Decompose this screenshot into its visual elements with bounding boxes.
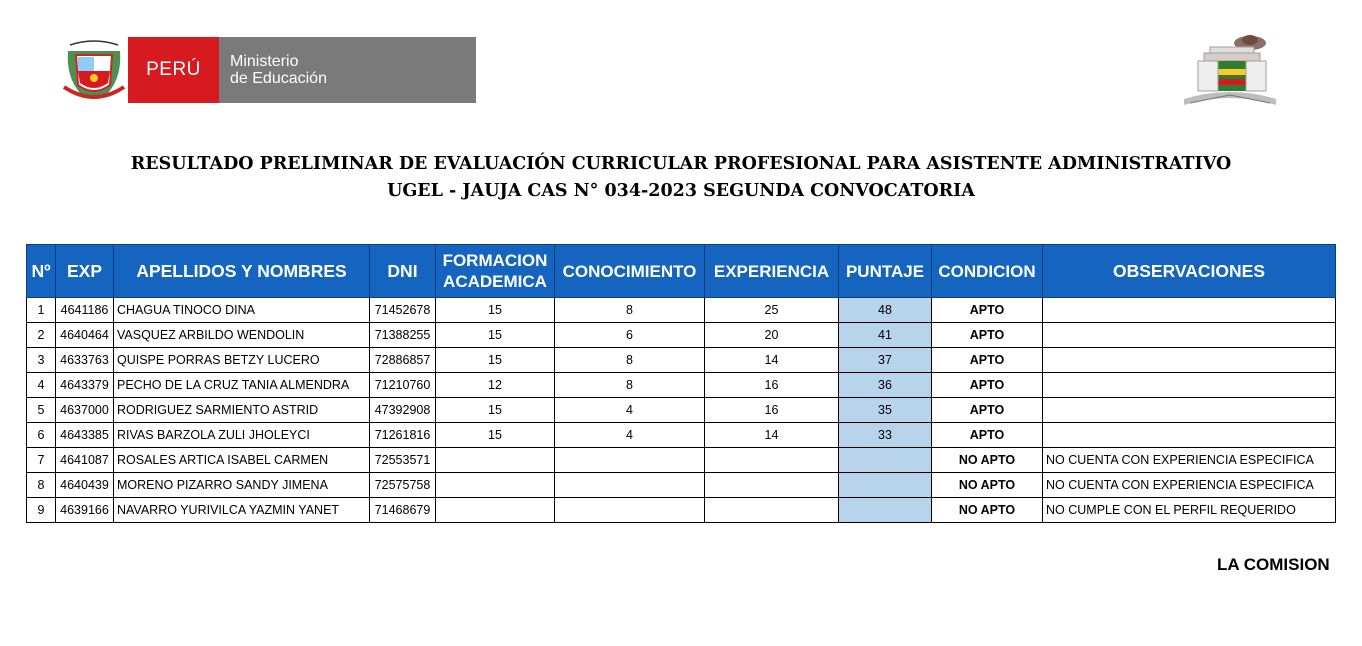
cell-observaciones bbox=[1043, 348, 1336, 373]
signature-label: LA COMISION bbox=[1217, 555, 1330, 574]
cell-experiencia: 14 bbox=[705, 348, 839, 373]
cell-observaciones: NO CUENTA CON EXPERIENCIA ESPECIFICA bbox=[1043, 448, 1336, 473]
peru-coat-of-arms-icon bbox=[60, 37, 128, 103]
cell-dni: 72886857 bbox=[370, 348, 436, 373]
ministry-line1: Ministerio bbox=[230, 53, 299, 70]
cell-experiencia: 25 bbox=[705, 298, 839, 323]
cell-nro: 5 bbox=[27, 398, 56, 423]
cell-puntaje: 37 bbox=[839, 348, 932, 373]
cell-formacion: 15 bbox=[436, 398, 555, 423]
cell-dni: 71261816 bbox=[370, 423, 436, 448]
cell-nombres: CHAGUA TINOCO DINA bbox=[114, 298, 370, 323]
col-header-conocimiento: CONOCIMIENTO bbox=[555, 245, 705, 298]
cell-observaciones bbox=[1043, 323, 1336, 348]
cell-experiencia bbox=[705, 473, 839, 498]
cell-experiencia: 16 bbox=[705, 373, 839, 398]
cell-observaciones: NO CUENTA CON EXPERIENCIA ESPECIFICA bbox=[1043, 473, 1336, 498]
cell-condicion: APTO bbox=[932, 373, 1043, 398]
peru-label: PERÚ bbox=[128, 37, 219, 103]
cell-formacion bbox=[436, 498, 555, 523]
ugel-jauja-logo-icon bbox=[1180, 33, 1280, 109]
cell-formacion: 15 bbox=[436, 348, 555, 373]
cell-exp: 4643385 bbox=[56, 423, 114, 448]
col-header-exp: EXP bbox=[56, 245, 114, 298]
cell-conocimiento: 8 bbox=[555, 348, 705, 373]
cell-nombres: RIVAS BARZOLA ZULI JHOLEYCI bbox=[114, 423, 370, 448]
cell-puntaje: 48 bbox=[839, 298, 932, 323]
cell-exp: 4643379 bbox=[56, 373, 114, 398]
cell-experiencia: 20 bbox=[705, 323, 839, 348]
cell-conocimiento: 4 bbox=[555, 423, 705, 448]
cell-dni: 72575758 bbox=[370, 473, 436, 498]
cell-conocimiento: 6 bbox=[555, 323, 705, 348]
cell-nro: 9 bbox=[27, 498, 56, 523]
cell-condicion: APTO bbox=[932, 423, 1043, 448]
cell-formacion: 12 bbox=[436, 373, 555, 398]
cell-observaciones: NO CUMPLE CON EL PERFIL REQUERIDO bbox=[1043, 498, 1336, 523]
cell-experiencia bbox=[705, 498, 839, 523]
cell-nro: 7 bbox=[27, 448, 56, 473]
cell-nro: 8 bbox=[27, 473, 56, 498]
ministry-line2: de Educación bbox=[230, 70, 327, 87]
cell-dni: 71468679 bbox=[370, 498, 436, 523]
table-row bbox=[27, 373, 1336, 398]
cell-experiencia: 16 bbox=[705, 398, 839, 423]
cell-observaciones bbox=[1043, 423, 1336, 448]
table-row bbox=[27, 348, 1336, 373]
table-row bbox=[27, 498, 1336, 523]
col-header-formacion bbox=[436, 245, 555, 298]
cell-nombres: RODRIGUEZ SARMIENTO ASTRID bbox=[114, 398, 370, 423]
cell-puntaje bbox=[839, 473, 932, 498]
col-header-nombres: APELLIDOS Y NOMBRES bbox=[114, 245, 370, 298]
cell-puntaje: 36 bbox=[839, 373, 932, 398]
cell-nombres: NAVARRO YURIVILCA YAZMIN YANET bbox=[114, 498, 370, 523]
ministry-label bbox=[219, 37, 476, 103]
table-row bbox=[27, 448, 1336, 473]
cell-nombres: MORENO PIZARRO SANDY JIMENA bbox=[114, 473, 370, 498]
cell-condicion: APTO bbox=[932, 398, 1043, 423]
table-row bbox=[27, 398, 1336, 423]
cell-formacion: 15 bbox=[436, 298, 555, 323]
header-logos bbox=[60, 37, 476, 103]
col-header-formacion-text: FORMACION ACADEMICA bbox=[442, 251, 548, 291]
cell-experiencia: 14 bbox=[705, 423, 839, 448]
cell-exp: 4641087 bbox=[56, 448, 114, 473]
cell-dni: 71210760 bbox=[370, 373, 436, 398]
col-header-experiencia: EXPERIENCIA bbox=[705, 245, 839, 298]
cell-nro: 4 bbox=[27, 373, 56, 398]
cell-conocimiento: 8 bbox=[555, 373, 705, 398]
cell-exp: 4640464 bbox=[56, 323, 114, 348]
cell-puntaje: 33 bbox=[839, 423, 932, 448]
table-row bbox=[27, 473, 1336, 498]
cell-exp: 4640439 bbox=[56, 473, 114, 498]
cell-nombres: QUISPE PORRAS BETZY LUCERO bbox=[114, 348, 370, 373]
cell-condicion: APTO bbox=[932, 323, 1043, 348]
results-table bbox=[26, 244, 1336, 523]
cell-condicion: NO APTO bbox=[932, 448, 1043, 473]
cell-nombres: VASQUEZ ARBILDO WENDOLIN bbox=[114, 323, 370, 348]
table-row bbox=[27, 423, 1336, 448]
document-subtitle: UGEL - JAUJA CAS N° 034-2023 SEGUNDA CONVOCATORIA bbox=[387, 181, 975, 201]
cell-nro: 3 bbox=[27, 348, 56, 373]
cell-puntaje: 41 bbox=[839, 323, 932, 348]
cell-dni: 71452678 bbox=[370, 298, 436, 323]
cell-exp: 4641186 bbox=[56, 298, 114, 323]
cell-puntaje: 35 bbox=[839, 398, 932, 423]
cell-condicion: APTO bbox=[932, 298, 1043, 323]
cell-condicion: APTO bbox=[932, 348, 1043, 373]
table-header-row bbox=[27, 245, 1336, 298]
cell-conocimiento bbox=[555, 473, 705, 498]
cell-dni: 47392908 bbox=[370, 398, 436, 423]
cell-puntaje bbox=[839, 498, 932, 523]
table-row bbox=[27, 298, 1336, 323]
cell-formacion bbox=[436, 448, 555, 473]
cell-nombres: PECHO DE LA CRUZ TANIA ALMENDRA bbox=[114, 373, 370, 398]
cell-conocimiento bbox=[555, 498, 705, 523]
col-header-observaciones: OBSERVACIONES bbox=[1043, 245, 1336, 298]
cell-experiencia bbox=[705, 448, 839, 473]
cell-dni: 72553571 bbox=[370, 448, 436, 473]
cell-observaciones bbox=[1043, 298, 1336, 323]
cell-formacion: 15 bbox=[436, 423, 555, 448]
col-header-condicion: CONDICION bbox=[932, 245, 1043, 298]
cell-dni: 71388255 bbox=[370, 323, 436, 348]
cell-observaciones bbox=[1043, 398, 1336, 423]
cell-formacion: 15 bbox=[436, 323, 555, 348]
cell-exp: 4639166 bbox=[56, 498, 114, 523]
cell-observaciones bbox=[1043, 373, 1336, 398]
cell-formacion bbox=[436, 473, 555, 498]
cell-conocimiento: 8 bbox=[555, 298, 705, 323]
cell-puntaje bbox=[839, 448, 932, 473]
cell-nro: 2 bbox=[27, 323, 56, 348]
cell-conocimiento bbox=[555, 448, 705, 473]
cell-nro: 6 bbox=[27, 423, 56, 448]
col-header-nro: Nº bbox=[27, 245, 56, 298]
table-row bbox=[27, 323, 1336, 348]
cell-conocimiento: 4 bbox=[555, 398, 705, 423]
col-header-dni: DNI bbox=[370, 245, 436, 298]
cell-condicion: NO APTO bbox=[932, 473, 1043, 498]
cell-exp: 4637000 bbox=[56, 398, 114, 423]
cell-exp: 4633763 bbox=[56, 348, 114, 373]
col-header-puntaje: PUNTAJE bbox=[839, 245, 932, 298]
cell-nro: 1 bbox=[27, 298, 56, 323]
cell-nombres: ROSALES ARTICA ISABEL CARMEN bbox=[114, 448, 370, 473]
cell-condicion: NO APTO bbox=[932, 498, 1043, 523]
document-title: RESULTADO PRELIMINAR DE EVALUACIÓN CURRICULAR PROFESIONAL PARA ASISTENTE ADMINISTRATIVO bbox=[130, 154, 1232, 174]
